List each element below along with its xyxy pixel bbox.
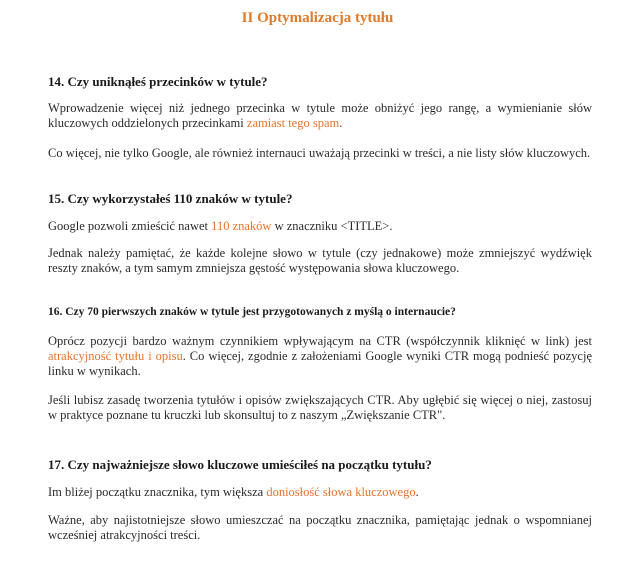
paragraph-text: Co więcej, nie tylko Google, ale również internauci uważają przecinki w treści, a nie listy słów kluczowych. <box>48 146 591 160</box>
paragraph <box>48 513 592 543</box>
section-heading-15: 15. Czy wykorzystałeś 110 znaków w tytule? <box>48 191 293 206</box>
paragraph-text: Jeśli lubisz zasadę tworzenia tytułów i opisów zwiększających CTR. Aby ugłębić się więcej o niej, zastosuj w praktyce poznane tu kruczki lub skonsultuj to z naszym „Zwiększanie CTR". <box>48 393 592 422</box>
paragraph-text: . Co więcej, zgodnie z założeniami Google wyniki CTR mogą podnieść pozycję linku w wynikach. <box>48 349 592 378</box>
paragraph-text: . <box>339 116 343 130</box>
paragraph <box>48 334 592 379</box>
paragraph-text: Google pozwoli zmieścić nawet <box>48 219 212 233</box>
paragraph-text: Im bliżej początku znacznika, tym większa <box>48 485 267 499</box>
paragraph-text: . <box>415 485 419 499</box>
highlight-link[interactable]: zamiast tego spam <box>246 116 340 130</box>
paragraph-text: Oprócz pozycji bardzo ważnym czynnikiem wpływającym na CTR (współczynnik kliknięć w link) jest <box>48 334 592 348</box>
section-heading-17: 17. Czy najważniejsze słowo kluczowe umieściłeś na początku tytułu? <box>48 457 432 472</box>
highlight-link[interactable]: 110 znaków <box>211 219 272 233</box>
paragraph-text: Jednak należy pamiętać, że każde kolejne słowo w tytule (czy jednakowe) może zmniejszyć wydźwięk reszty znaków, a tym samym zmniejsza gęstość występowania słowa kluczowego. <box>48 246 592 275</box>
paragraph <box>48 485 592 500</box>
section-heading-14: 14. Czy uniknąłeś przecinków w tytule? <box>48 74 268 89</box>
paragraph-text: Ważne, aby najistotniejsze słowo umieszczać na początku znacznika, pamiętając jednak o wspomnianej wcześniej atrakcyjności treści. <box>48 513 592 542</box>
paragraph <box>48 393 592 423</box>
page-title: II Optymalizacja tytułu <box>241 10 394 26</box>
paragraph <box>48 219 592 234</box>
paragraph-text: Wprowadzenie więcej niż jednego przecinka w tytule może obniżyć jego rangę, a wymienianie słów kluczowych oddzielonych przecinkami <box>48 101 592 130</box>
section-heading-16: 16. Czy 70 pierwszych znaków w tytule jest przygotowanych z myślą o internaucie? <box>48 306 456 318</box>
paragraph <box>48 146 592 161</box>
highlight-link[interactable]: atrakcyjność tytułu i opisu <box>48 349 183 363</box>
paragraph <box>48 101 592 131</box>
paragraph-text: w znaczniku <TITLE>. <box>271 219 393 233</box>
highlight-link[interactable]: doniosłość słowa kluczowego <box>266 485 416 499</box>
paragraph <box>48 246 592 276</box>
